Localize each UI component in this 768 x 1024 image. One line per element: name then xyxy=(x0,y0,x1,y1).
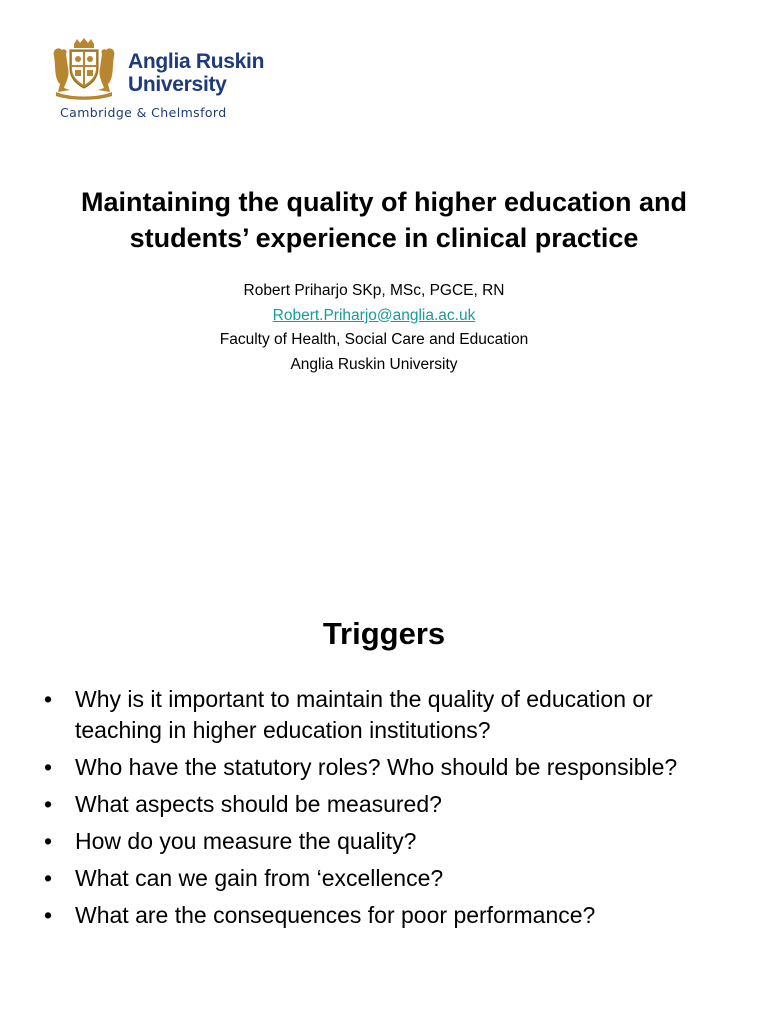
bullet-text: What can we gain from ‘excellence? xyxy=(75,865,444,891)
bullet-item xyxy=(40,900,740,931)
bullet-icon: • xyxy=(44,828,53,854)
author-email-wrap xyxy=(0,304,748,329)
bullet-text: What are the consequences for poor performance? xyxy=(75,902,596,928)
campus-label: Cambridge & Chelmsford xyxy=(60,105,227,120)
bullet-text: Why is it important to maintain the quality of education or teaching in higher education institutions? xyxy=(75,686,653,743)
university-logo xyxy=(50,38,300,122)
bullet-icon: • xyxy=(44,791,53,817)
author-info xyxy=(0,279,748,377)
faculty-name: Faculty of Health, Social Care and Education xyxy=(219,331,529,348)
bullet-item xyxy=(40,789,740,820)
bullet-text: How do you measure the quality? xyxy=(75,828,417,854)
bullet-item xyxy=(40,752,740,783)
bullet-icon: • xyxy=(44,686,53,712)
bullet-item xyxy=(40,684,740,746)
bullet-text: Who have the statutory roles? Who should be responsible? xyxy=(75,754,678,780)
university-crest-icon xyxy=(50,38,118,100)
bullet-text: What aspects should be measured? xyxy=(75,791,442,817)
institution-name: Anglia Ruskin University xyxy=(290,355,458,373)
bullet-icon: • xyxy=(44,754,53,780)
author-email-link[interactable]: Robert.Priharjo@anglia.ac.uk xyxy=(272,306,476,324)
university-name xyxy=(128,50,264,96)
bullet-icon: • xyxy=(44,865,53,891)
author-name: Robert Priharjo SKp, MSc, PGCE, RN xyxy=(243,282,505,299)
presentation-title xyxy=(0,184,768,256)
bullet-icon: • xyxy=(44,902,53,928)
bullet-list xyxy=(40,684,740,937)
slide-title: Triggers xyxy=(322,616,446,651)
bullet-item xyxy=(40,826,740,857)
university-name-line2: University xyxy=(128,73,227,96)
title-line-2: students’ experience in clinical practice xyxy=(129,223,639,253)
bullet-item xyxy=(40,863,740,894)
triggers-slide xyxy=(0,560,768,1024)
title-line-1: Maintaining the quality of higher education and xyxy=(80,187,687,217)
university-name-line1: Anglia Ruskin xyxy=(128,50,265,73)
